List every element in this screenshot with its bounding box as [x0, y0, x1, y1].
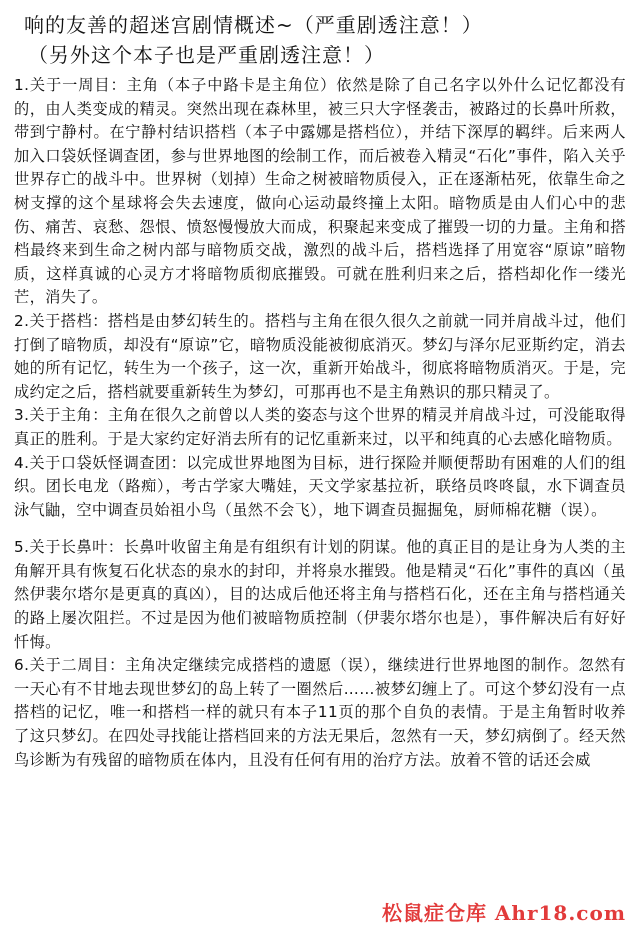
section-exploration-team: 4.关于口袋妖怪调查团：以完成世界地图为目标，进行探险并顺便帮助有困难的人们的组织。团长电龙（路痴），考古学家大嘴娃，天文学家基拉祈，联络员咚咚鼠，水下调查员泳气鼬，空中调查员始祖小鸟（虽然不会飞），地下调查员掘掘兔，厨师棉花糖（误）。 [14, 453, 626, 519]
section-second-playthrough: 6.关于二周目：主角决定继续完成搭档的遗愿（误），继续进行世界地图的制作。忽然有一天心有不甘地去现世梦幻的岛上转了一圈然后……被梦幻缠上了。可这个梦幻没有一点搭档的记忆，唯一和搭档一样的就只有本子11页的那个自负的表情。于是主角暂时收养了这只梦幻。在四处寻找能让搭档回来的方法无果后，忽然有一天，梦幻病倒了。经天然鸟诊断为有残留的暗物质在体内，且没有任何有用的治疗方法。放着不管的话还会威 [14, 656, 626, 769]
section-first-playthrough: 1.关于一周目：主角（本子中路卡是主角位）依然是除了自己名字以外什么记忆都没有的，由人类变成的精灵。突然出现在森林里，被三只大字怪袭击，被路过的长鼻叶所救，带到宁静村。在宁静村结识搭档（本子中露娜是搭档位），并结下深厚的羁绊。后来两人加入口袋妖怪调查团，参与世界地图的绘制工作，而后被卷入精灵“石化”事件，陷入关乎世界存亡的战斗中。世界树（划掉）生命之树被暗物质侵入，正在逐渐枯死，依靠生命之树支撑的这个星球将会失去速度，做向心运动最终撞上太阳。暗物质是由人们心中的悲伤、痛苦、哀愁、怨恨、愤怒慢慢放大而成，积聚起来变成了摧毁一切的力量。主角和搭档最终来到生命之树内部与暗物质交战，激烈的战斗后，搭档选择了用宽容“原谅”暗物质，这样真诚的心灵方才将暗物质彻底摧毁。可就在胜利归来之后，搭档却化作一缕光芒，消失了。 [14, 76, 626, 307]
spoiler-warning: （另外这个本子也是严重剧透注意！） [28, 43, 385, 67]
section-partner: 2.关于搭档：搭档是由梦幻转生的。搭档与主角在很久很久之前就一同并肩战斗过，他们打倒了暗物质，却没有“原谅”它，暗物质没能被彻底消灭。梦幻与泽尔尼亚斯约定，消去她的所有记忆，转生为一个孩子，这一次，重新开始战斗，彻底将暗物质消灭。于是，完成约定之后，搭档就要重新转生为梦幻，可那再也不是主角熟识的那只精灵了。 [14, 311, 626, 401]
section-nuzleaf: 5.关于长鼻叶：长鼻叶收留主角是有组织有计划的阴谋。他的真正目的是让身为人类的主角解开具有恢复石化状态的泉水的封印，并将泉水摧毁。他是精灵“石化”事件的真凶（虽然伊裴尔塔尔是更真的真凶），目的达成后他还将主角与搭档石化，还在主角与搭档通关的路上屡次阻拦。不过是因为他们被暗物质控制（伊裴尔塔尔也是），事件解决后有好好忏悔。 [14, 538, 626, 651]
section-protagonist: 3.关于主角：主角在很久之前曾以人类的姿态与这个世界的精灵并肩战斗过，可没能取得真正的胜利。于是大家约定好消去所有的记忆重新来过，以平和纯真的心去感化暗物质。 [14, 406, 626, 448]
page-title: 响的友善的超迷宫剧情概述~（严重剧透注意！） [24, 13, 483, 37]
site-watermark: 松鼠症仓库 Ahr18.com [380, 897, 628, 926]
